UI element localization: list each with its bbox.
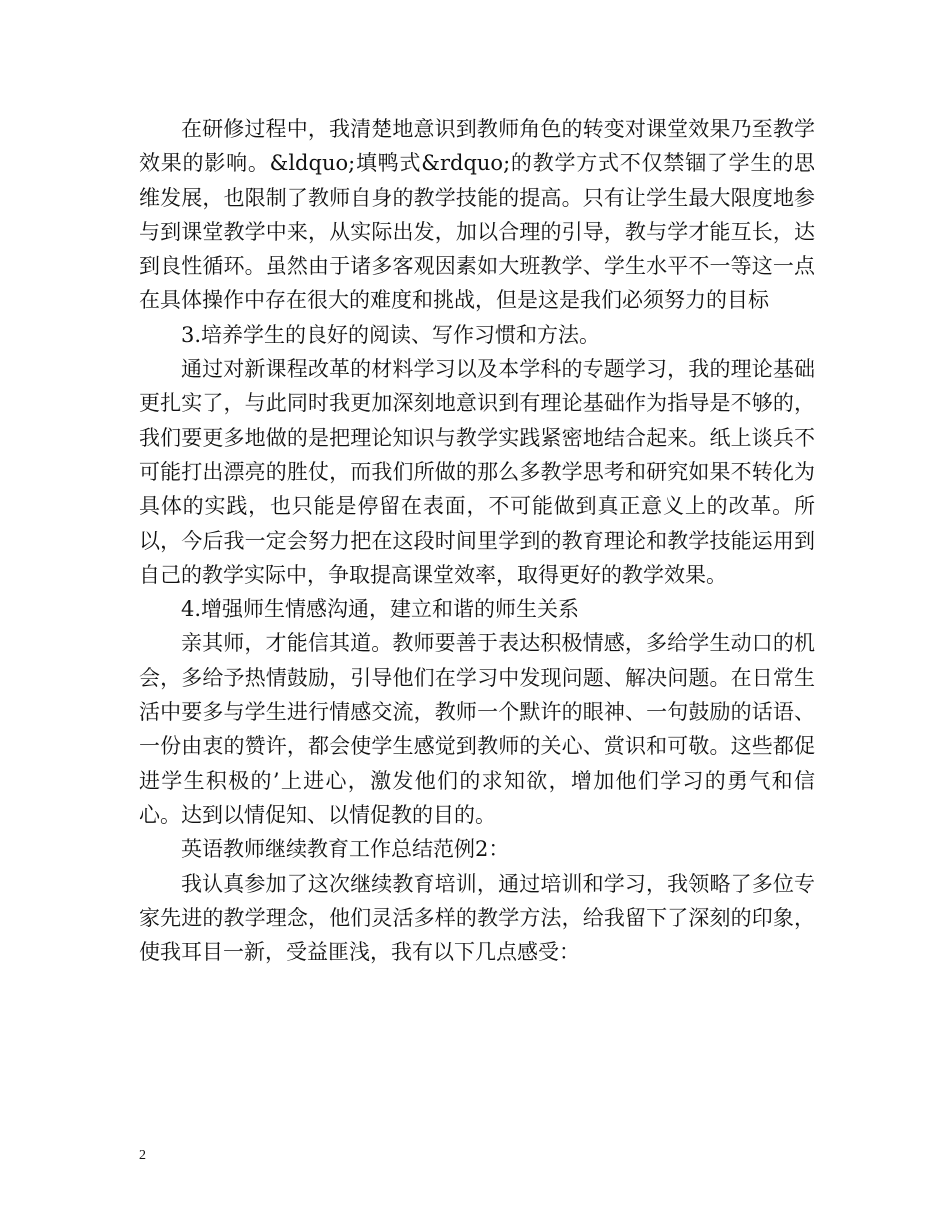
page-number: 2 — [139, 1148, 146, 1163]
paragraph-role-change: 在研修过程中，我清楚地意识到教师角色的转变对课堂效果乃至教学效果的影响。&ldquo;填鸭式&rdquo;的教学方式不仅禁锢了学生的思维发展，也限制了教师自身的教学技能的提高。只有让学生最大限度地参与到课堂教学中来，从实际出发，加以合理的引导，教与学才能互长，达到良性循环。虽然由于诸多客观因素如大班教学、学生水平不一等这一点在具体操作中存在很大的难度和挑战，但是这是我们必须努力的目标 — [139, 117, 815, 313]
heading-reading-writing-habits: 3.培养学生的良好的阅读、写作习惯和方法。 — [181, 322, 601, 347]
paragraph-emotional-communication: 亲其师，才能信其道。教师要善于表达积极情感，多给学生动口的机会，多给予热情鼓励，引导他们在学习中发现问题、解决问题。在日常生活中要多与学生进行情感交流，教师一个默许的眼神、一句鼓励的话语、一份由衷的赞许，都会使学生感觉到教师的关心、赏识和可敬。这些都促进学生积极的’上进心，激发他们的求知欲，增加他们学习的勇气和信心。达到以情促知、以情促教的目的。 — [139, 631, 815, 827]
document-body — [139, 112, 815, 969]
paragraph-training-impressions: 我认真参加了这次继续教育培训，通过培训和学习，我领略了多位专家先进的教学理念，他们灵活多样的教学方法，给我留下了深刻的印象，使我耳目一新，受益匪浅，我有以下几点感受： — [139, 871, 815, 965]
paragraph-theory-practice: 通过对新课程改革的材料学习以及本学科的专题学习，我的理论基础更扎实了，与此同时我更加深刻地意识到有理论基础作为指导是不够的，我们要更多地做的是把理论知识与教学实践紧密地结合起来。纸上谈兵不可能打出漂亮的胜仗，而我们所做的那么多教学思考和研究如果不转化为具体的实践，也只能是停留在表面，不可能做到真正意义上的改革。所以，今后我一定会努力把在这段时间里学到的教育理论和教学技能运用到自己的教学实际中，争取提高课堂效率，取得更好的教学效果。 — [139, 357, 815, 587]
heading-example-2: 英语教师继续教育工作总结范例2： — [181, 837, 510, 862]
heading-teacher-student-relationship: 4.增强师生情感沟通，建立和谐的师生关系 — [181, 597, 580, 622]
